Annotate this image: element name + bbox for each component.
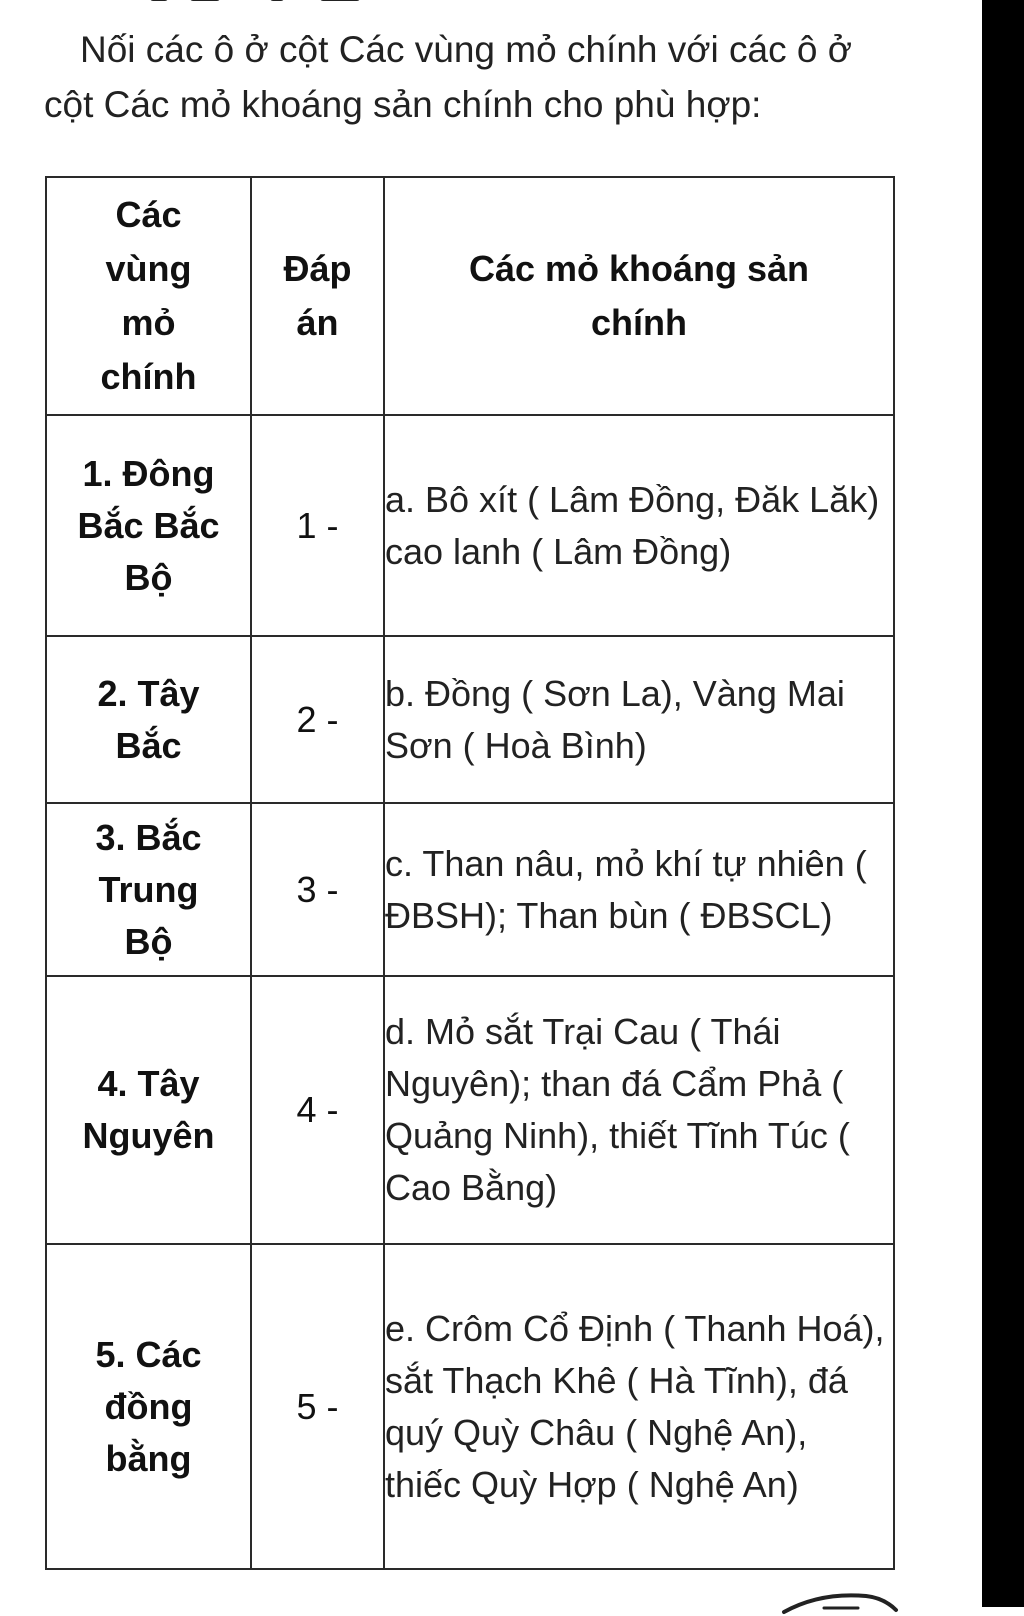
cropped-text-remnant	[150, 0, 370, 4]
header-region	[46, 177, 251, 415]
header-mines	[384, 177, 894, 415]
mines-cell: d. Mỏ sắt Trại Cau ( Thái Nguyên); than đá Cẩm Phả ( Quảng Ninh), thiết Tĩnh Túc ( Cao Bằng)	[384, 976, 894, 1244]
table-row	[46, 415, 894, 636]
region-cell: 5. Các đồng bằng	[46, 1244, 251, 1569]
table-row	[46, 636, 894, 803]
region-cell: 1. Đông Bắc Bắc Bộ	[46, 415, 251, 636]
table-row	[46, 976, 894, 1244]
table-row	[46, 1244, 894, 1569]
table-header-row	[46, 177, 894, 415]
header-region-label: Các vùng mỏ chính	[100, 194, 197, 397]
header-answer	[251, 177, 384, 415]
mines-cell: a. Bô xít ( Lâm Đồng, Đăk Lăk) cao lanh ( Lâm Đồng)	[384, 415, 894, 636]
scroll-indicator-curve	[780, 1586, 900, 1616]
answer-cell: 3 -	[251, 803, 384, 976]
header-mines-label: Các mỏ khoáng sản chính	[468, 248, 810, 343]
header-answer-label: Đáp án	[283, 248, 352, 343]
instruction-text: Nối các ô ở cột Các vùng mỏ chính với các ô ở cột Các mỏ khoáng sản chính cho phù hợp:	[44, 29, 852, 125]
table-row	[46, 803, 894, 976]
answer-cell: 5 -	[251, 1244, 384, 1569]
answer-cell: 1 -	[251, 415, 384, 636]
mines-cell: e. Crôm Cổ Định ( Thanh Hoá), sắt Thạch Khê ( Hà Tĩnh), đá quý Quỳ Châu ( Nghệ An), thiếc Quỳ Hợp ( Nghệ An)	[384, 1244, 894, 1569]
region-cell: 2. Tây Bắc	[46, 636, 251, 803]
answer-cell: 2 -	[251, 636, 384, 803]
answer-cell: 4 -	[251, 976, 384, 1244]
matching-table	[45, 176, 895, 1570]
region-cell: 3. Bắc Trung Bộ	[46, 803, 251, 976]
screen-edge-border	[982, 0, 1024, 1607]
mines-cell: b. Đồng ( Sơn La), Vàng Mai Sơn ( Hoà Bình)	[384, 636, 894, 803]
region-cell: 4. Tây Nguyên	[46, 976, 251, 1244]
mines-cell: c. Than nâu, mỏ khí tự nhiên ( ĐBSH); Than bùn ( ĐBSCL)	[384, 803, 894, 976]
